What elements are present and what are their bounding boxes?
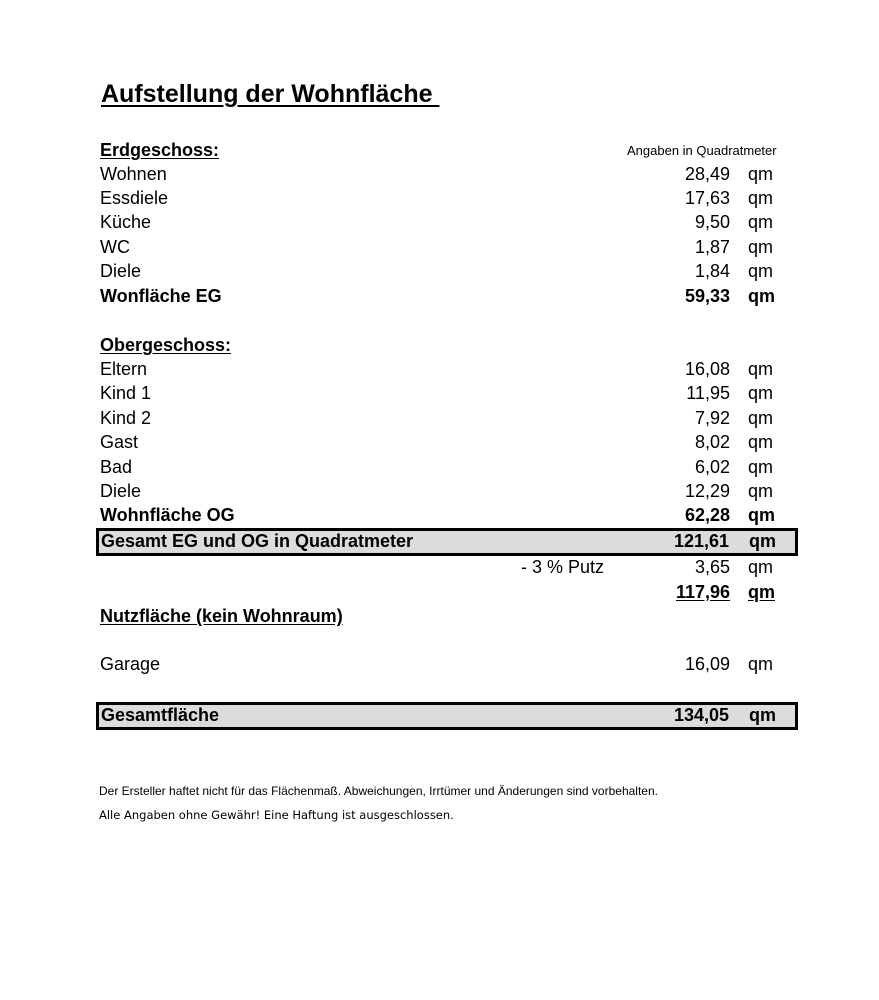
plaster-deduction-row	[96, 555, 798, 580]
room-name: Kind 1	[100, 383, 152, 403]
ground-floor-heading: Erdgeschoss:	[100, 140, 220, 160]
unit-label: qm	[748, 164, 774, 184]
room-area: 1,84	[694, 261, 730, 281]
disclaimer-liability: Der Ersteller haftet nicht für das Flächenmaß. Abweichungen, Irrtümer und Änderungen sind vorbehalten.	[99, 784, 658, 798]
room-row	[96, 162, 798, 187]
room-name: Diele	[100, 481, 142, 501]
room-name: Wohnen	[100, 164, 167, 184]
room-area: 9,50	[694, 212, 730, 232]
unit-label: qm	[748, 654, 774, 674]
subtotal-area: 62,28	[684, 505, 730, 525]
upper-floor-heading: Obergeschoss:	[100, 335, 232, 355]
units-note: Angaben in Quadratmeter	[627, 143, 777, 158]
room-row	[96, 357, 798, 382]
utility-area-heading: Nutzfläche (kein Wohnraum)	[100, 606, 343, 626]
unit-label: qm	[748, 359, 774, 379]
room-area: 28,49	[684, 164, 730, 184]
room-row	[96, 259, 798, 284]
utility-area: 16,09	[684, 654, 730, 674]
subtotal-label: Wohnfläche OG	[100, 505, 235, 525]
unit-label: qm	[748, 505, 775, 525]
unit-label: qm	[748, 557, 774, 577]
room-row	[96, 430, 798, 455]
combined-total-label: Gesamt EG und OG in Quadratmeter	[101, 531, 414, 551]
room-area: 17,63	[684, 188, 730, 208]
utility-row	[96, 652, 798, 677]
room-area: 7,92	[694, 408, 730, 428]
room-row	[96, 381, 798, 406]
room-name: Essdiele	[100, 188, 169, 208]
ground-floor-subtotal-row	[96, 284, 798, 309]
unit-label: qm	[749, 531, 776, 551]
unit-label: qm	[748, 383, 774, 403]
unit-label: qm	[748, 582, 775, 602]
net-living-area-value: 117,96	[675, 582, 730, 602]
unit-label: qm	[748, 481, 774, 501]
unit-label: qm	[748, 237, 774, 257]
room-area: 6,02	[694, 457, 730, 477]
document-title: Aufstellung der Wohnfläche	[101, 80, 440, 108]
room-row	[96, 455, 798, 480]
unit-label: qm	[748, 408, 774, 428]
upper-floor-subtotal-row	[96, 503, 798, 528]
room-name: Gast	[100, 432, 139, 452]
room-name: Kind 2	[100, 408, 152, 428]
room-area: 16,08	[684, 359, 730, 379]
unit-label: qm	[748, 432, 774, 452]
room-area: 8,02	[694, 432, 730, 452]
room-area: 11,95	[686, 383, 730, 403]
room-row	[96, 406, 798, 431]
grand-total-row	[96, 702, 798, 730]
utility-name: Garage	[100, 654, 161, 674]
unit-label: qm	[748, 261, 774, 281]
subtotal-area: 59,33	[684, 286, 730, 306]
unit-label: qm	[748, 286, 775, 306]
room-name: Bad	[100, 457, 133, 477]
room-row	[96, 479, 798, 504]
grand-total-area: 134,05	[673, 705, 729, 725]
room-row	[96, 186, 798, 211]
unit-label: qm	[748, 457, 774, 477]
subtotal-label: Wonfläche EG	[100, 286, 222, 306]
room-name: Diele	[100, 261, 142, 281]
room-name: WC	[100, 237, 130, 257]
grand-total-label: Gesamtfläche	[101, 705, 220, 725]
unit-label: qm	[749, 705, 776, 725]
unit-label: qm	[748, 188, 774, 208]
room-row	[96, 210, 798, 235]
plaster-deduction-area: 3,65	[694, 557, 730, 577]
room-area: 12,29	[684, 481, 730, 501]
combined-total-row	[96, 528, 798, 556]
room-name: Eltern	[100, 359, 148, 379]
room-area: 1,87	[694, 237, 730, 257]
plaster-deduction-label: - 3 % Putz	[521, 557, 605, 577]
room-name: Küche	[100, 212, 152, 232]
room-row	[96, 235, 798, 260]
unit-label: qm	[748, 212, 774, 232]
combined-total-area: 121,61	[673, 531, 729, 551]
disclaimer-no-guarantee: Alle Angaben ohne Gewähr! Eine Haftung ist ausgeschlossen.	[99, 808, 454, 822]
net-living-area-row	[96, 580, 798, 605]
